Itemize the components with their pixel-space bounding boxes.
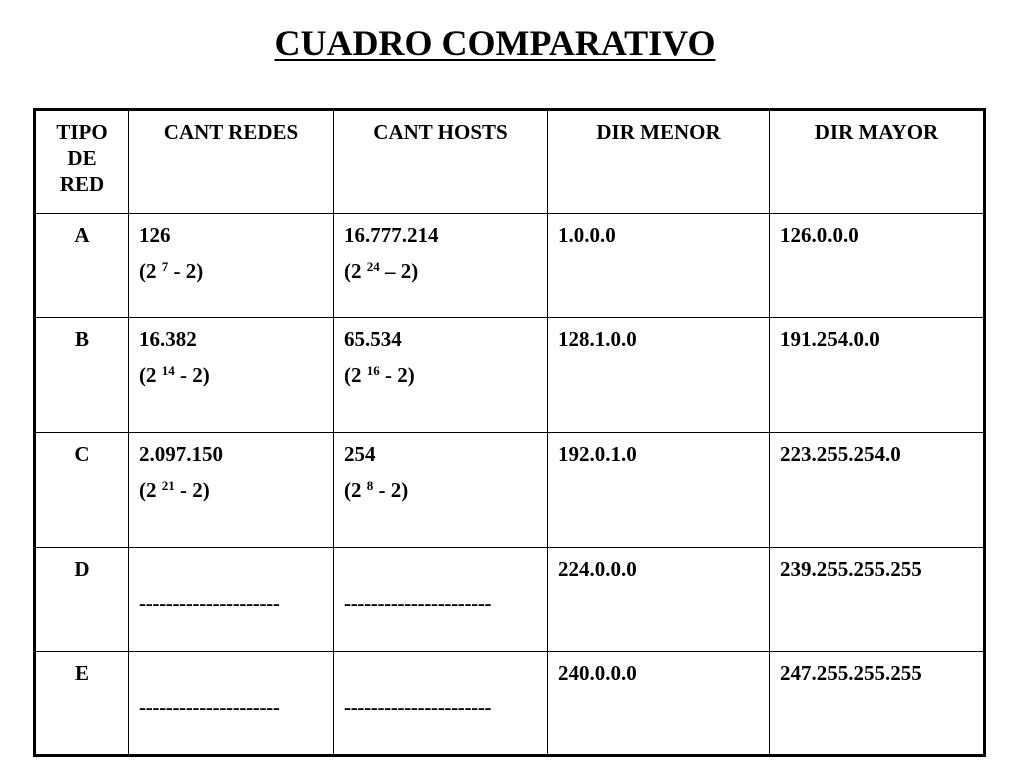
cell-dir-menor: 240.0.0.0: [548, 652, 770, 756]
header-cant-hosts: CANT HOSTS: [334, 110, 548, 214]
empty-dashes: ---------------------: [139, 591, 280, 615]
cell-cant-hosts: [334, 652, 548, 756]
formula-exponent: 21: [161, 478, 175, 493]
formula-exponent: 14: [161, 363, 175, 378]
cant-hosts-value: 16.777.214: [344, 223, 439, 247]
cell-cant-redes: [129, 652, 334, 756]
formula-base: (2: [139, 363, 162, 387]
table-row: [35, 652, 985, 756]
comparison-table: [33, 108, 986, 757]
cant-hosts-formula: [344, 477, 537, 503]
formula-tail: – 2): [379, 259, 419, 283]
formula-exponent: 7: [161, 259, 169, 274]
table-row: [35, 548, 985, 652]
empty-dashes: ----------------------: [344, 591, 492, 615]
formula-tail: - 2): [174, 363, 210, 387]
cell-cant-redes: [129, 548, 334, 652]
header-cant-redes: CANT REDES: [129, 110, 334, 214]
table-row: [35, 318, 985, 433]
cant-hosts-value: 254: [344, 442, 376, 466]
cant-redes-value: 16.382: [139, 327, 197, 351]
cell-dir-mayor: 191.254.0.0: [770, 318, 985, 433]
empty-dashes: ----------------------: [344, 695, 492, 719]
cant-hosts-formula: [344, 362, 537, 388]
cell-cant-hosts: [334, 214, 548, 318]
cant-redes-formula: [139, 477, 323, 503]
cell-cant-redes: [129, 433, 334, 548]
formula-tail: - 2): [373, 478, 409, 502]
cell-tipo: A: [35, 214, 129, 318]
cell-dir-mayor: 247.255.255.255: [770, 652, 985, 756]
formula-base: (2: [344, 259, 367, 283]
cell-dir-menor: 192.0.1.0: [548, 433, 770, 548]
header-tipo: TIPO DE RED: [35, 110, 129, 214]
empty-dashes: ---------------------: [139, 695, 280, 719]
cant-redes-value: 126: [139, 223, 171, 247]
cell-dir-menor: 128.1.0.0: [548, 318, 770, 433]
formula-exponent: 8: [366, 478, 374, 493]
cell-tipo: E: [35, 652, 129, 756]
cell-dir-mayor: 239.255.255.255: [770, 548, 985, 652]
header-dir-menor: DIR MENOR: [548, 110, 770, 214]
table-row: [35, 433, 985, 548]
cant-redes-formula: [139, 362, 323, 388]
cant-hosts-formula: [344, 258, 537, 284]
cell-cant-hosts: [334, 318, 548, 433]
formula-tail: - 2): [168, 259, 204, 283]
cant-hosts-value: 65.534: [344, 327, 402, 351]
header-row: [35, 110, 985, 214]
page-title: CUADRO COMPARATIVO: [274, 23, 716, 63]
formula-tail: - 2): [174, 478, 210, 502]
formula-exponent: 24: [366, 259, 380, 274]
cant-redes-value: 2.097.150: [139, 442, 223, 466]
cell-dir-menor: 224.0.0.0: [548, 548, 770, 652]
formula-base: (2: [344, 363, 367, 387]
cell-cant-redes: [129, 318, 334, 433]
cell-tipo: D: [35, 548, 129, 652]
cell-cant-hosts: [334, 433, 548, 548]
cell-tipo: C: [35, 433, 129, 548]
cell-dir-mayor: 223.255.254.0: [770, 433, 985, 548]
formula-base: (2: [139, 259, 162, 283]
cell-dir-menor: 1.0.0.0: [548, 214, 770, 318]
cell-cant-redes: [129, 214, 334, 318]
cell-tipo: B: [35, 318, 129, 433]
formula-base: (2: [344, 478, 367, 502]
cell-dir-mayor: 126.0.0.0: [770, 214, 985, 318]
formula-tail: - 2): [379, 363, 415, 387]
formula-exponent: 16: [366, 363, 380, 378]
cant-redes-formula: [139, 258, 323, 284]
formula-base: (2: [139, 478, 162, 502]
header-dir-mayor: DIR MAYOR: [770, 110, 985, 214]
table-row: [35, 214, 985, 318]
cell-cant-hosts: [334, 548, 548, 652]
